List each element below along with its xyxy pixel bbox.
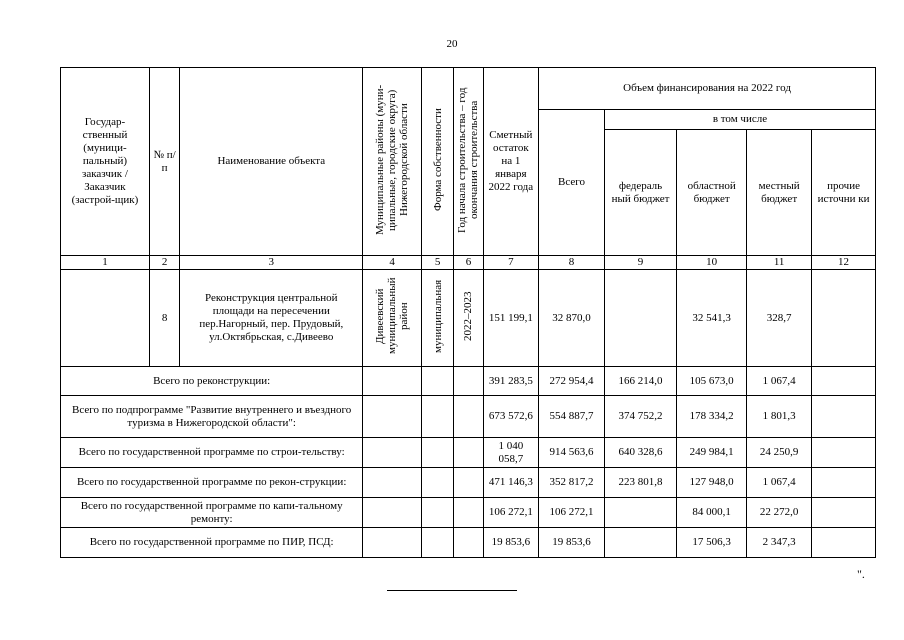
header-smetny: Сметный остаток на 1 января 2022 года bbox=[483, 68, 538, 256]
header-vsego: Всего bbox=[539, 110, 605, 256]
header-forma bbox=[421, 68, 453, 256]
summary-oblast: 17 506,3 bbox=[677, 528, 747, 558]
summary-prochie bbox=[812, 498, 876, 528]
header-financing-title: Объем финансирования на 2022 год bbox=[539, 68, 876, 110]
summary-mestny: 22 272,0 bbox=[747, 498, 812, 528]
summary-mestny: 2 347,3 bbox=[747, 528, 812, 558]
empty-cell bbox=[421, 367, 453, 396]
summary-label: Всего по государственной программе по рекон-струкции: bbox=[61, 468, 363, 498]
summary-smetny: 391 283,5 bbox=[483, 367, 538, 396]
empty-cell bbox=[421, 498, 453, 528]
summary-federal bbox=[604, 498, 676, 528]
summary-total: 272 954,4 bbox=[539, 367, 605, 396]
object-years bbox=[454, 270, 483, 367]
summary-total: 554 887,7 bbox=[539, 396, 605, 438]
object-prochie bbox=[812, 270, 876, 367]
column-number: 6 bbox=[454, 256, 483, 270]
column-number: 10 bbox=[677, 256, 747, 270]
object-total: 32 870,0 bbox=[539, 270, 605, 367]
summary-label: Всего по государственной программе по строи-тельству: bbox=[61, 438, 363, 468]
summary-mestny: 1 067,4 bbox=[747, 367, 812, 396]
header-forma-text: Форма собственности bbox=[431, 108, 444, 211]
column-number-row bbox=[61, 256, 876, 270]
column-number: 9 bbox=[604, 256, 676, 270]
summary-mestny: 1 801,3 bbox=[747, 396, 812, 438]
summary-row bbox=[61, 396, 876, 438]
object-district bbox=[363, 270, 422, 367]
summary-oblast: 84 000,1 bbox=[677, 498, 747, 528]
summary-smetny: 673 572,6 bbox=[483, 396, 538, 438]
summary-federal: 166 214,0 bbox=[604, 367, 676, 396]
empty-cell bbox=[363, 528, 422, 558]
summary-row bbox=[61, 498, 876, 528]
empty-cell bbox=[421, 396, 453, 438]
summary-label: Всего по государственной программе по ПИР, ПСД: bbox=[61, 528, 363, 558]
header-oblast: областной бюджет bbox=[677, 130, 747, 256]
summary-mestny: 24 250,9 bbox=[747, 438, 812, 468]
summary-federal bbox=[604, 528, 676, 558]
empty-cell bbox=[421, 468, 453, 498]
summary-oblast: 127 948,0 bbox=[677, 468, 747, 498]
footer-divider bbox=[387, 590, 517, 591]
object-ownership bbox=[421, 270, 453, 367]
empty-cell bbox=[421, 528, 453, 558]
header-v-tom-chisle: в том числе bbox=[604, 110, 875, 130]
column-number: 4 bbox=[363, 256, 422, 270]
column-number: 8 bbox=[539, 256, 605, 270]
empty-cell bbox=[454, 438, 483, 468]
summary-total: 914 563,6 bbox=[539, 438, 605, 468]
empty-cell bbox=[363, 438, 422, 468]
object-oblast: 32 541,3 bbox=[677, 270, 747, 367]
object-name: Реконструкция центральной площади на пересечении пер.Нагорный, пер. Прудовый, ул.Октябрьская, с.Дивеево bbox=[180, 270, 363, 367]
empty-cell bbox=[421, 438, 453, 468]
empty-cell bbox=[454, 528, 483, 558]
summary-total: 352 817,2 bbox=[539, 468, 605, 498]
summary-prochie bbox=[812, 438, 876, 468]
object-row bbox=[61, 270, 876, 367]
empty-cell bbox=[454, 396, 483, 438]
object-years-text: 2022–2023 bbox=[462, 291, 475, 341]
page-number: 20 bbox=[446, 38, 458, 50]
header-mestny: местный бюджет bbox=[747, 130, 812, 256]
header-nomer: № п/п bbox=[149, 68, 179, 256]
column-number: 11 bbox=[747, 256, 812, 270]
summary-row bbox=[61, 367, 876, 396]
object-smetny: 151 199,1 bbox=[483, 270, 538, 367]
summary-smetny: 106 272,1 bbox=[483, 498, 538, 528]
closing-quote: ". bbox=[857, 567, 865, 581]
header-object-name: Наименование объекта bbox=[180, 68, 363, 256]
empty-cell bbox=[454, 367, 483, 396]
summary-label: Всего по государственной программе по капи-тальному ремонту: bbox=[61, 498, 363, 528]
empty-cell bbox=[454, 498, 483, 528]
empty-cell bbox=[454, 468, 483, 498]
empty-cell bbox=[363, 396, 422, 438]
summary-oblast: 178 334,2 bbox=[677, 396, 747, 438]
summary-prochie bbox=[812, 396, 876, 438]
summary-smetny: 1 040 058,7 bbox=[483, 438, 538, 468]
summary-federal: 223 801,8 bbox=[604, 468, 676, 498]
summary-federal: 374 752,2 bbox=[604, 396, 676, 438]
header-munitsipal bbox=[363, 68, 422, 256]
object-zakazchik-cell bbox=[61, 270, 150, 367]
summary-oblast: 249 984,1 bbox=[677, 438, 747, 468]
column-number: 12 bbox=[812, 256, 876, 270]
summary-total: 106 272,1 bbox=[539, 498, 605, 528]
summary-federal: 640 328,6 bbox=[604, 438, 676, 468]
summary-oblast: 105 673,0 bbox=[677, 367, 747, 396]
object-district-text: Дивеевский муниципальный район bbox=[374, 277, 411, 355]
header-god bbox=[454, 68, 483, 256]
summary-total: 19 853,6 bbox=[539, 528, 605, 558]
column-number: 2 bbox=[149, 256, 179, 270]
column-number: 5 bbox=[421, 256, 453, 270]
column-number: 7 bbox=[483, 256, 538, 270]
column-number: 1 bbox=[61, 256, 150, 270]
summary-row bbox=[61, 438, 876, 468]
financing-table bbox=[60, 67, 876, 558]
header-god-text: Год начала строительства – год окончания строительства bbox=[456, 86, 481, 233]
summary-smetny: 471 146,3 bbox=[483, 468, 538, 498]
summary-label: Всего по реконструкции: bbox=[61, 367, 363, 396]
empty-cell bbox=[363, 367, 422, 396]
header-federal: федераль ный бюджет bbox=[604, 130, 676, 256]
object-mestny: 328,7 bbox=[747, 270, 812, 367]
summary-mestny: 1 067,4 bbox=[747, 468, 812, 498]
object-num: 8 bbox=[149, 270, 179, 367]
header-prochie: прочие источни ки bbox=[812, 130, 876, 256]
summary-row bbox=[61, 468, 876, 498]
empty-cell bbox=[363, 468, 422, 498]
summary-smetny: 19 853,6 bbox=[483, 528, 538, 558]
object-federal bbox=[604, 270, 676, 367]
summary-prochie bbox=[812, 468, 876, 498]
object-ownership-text: муниципальная bbox=[431, 279, 444, 353]
summary-prochie bbox=[812, 367, 876, 396]
summary-prochie bbox=[812, 528, 876, 558]
header-zakazchik: Государ-ственный (муници-пальный) заказчик / Заказчик (застрой-щик) bbox=[61, 68, 150, 256]
summary-label: Всего по подпрограмме "Развитие внутреннего и въездного туризма в Нижегородской области": bbox=[61, 396, 363, 438]
empty-cell bbox=[363, 498, 422, 528]
header-munitsipal-text: Муниципальные районы (муни-ципальные, городские округа) Нижегородской области bbox=[374, 84, 411, 235]
summary-row bbox=[61, 528, 876, 558]
column-number: 3 bbox=[180, 256, 363, 270]
